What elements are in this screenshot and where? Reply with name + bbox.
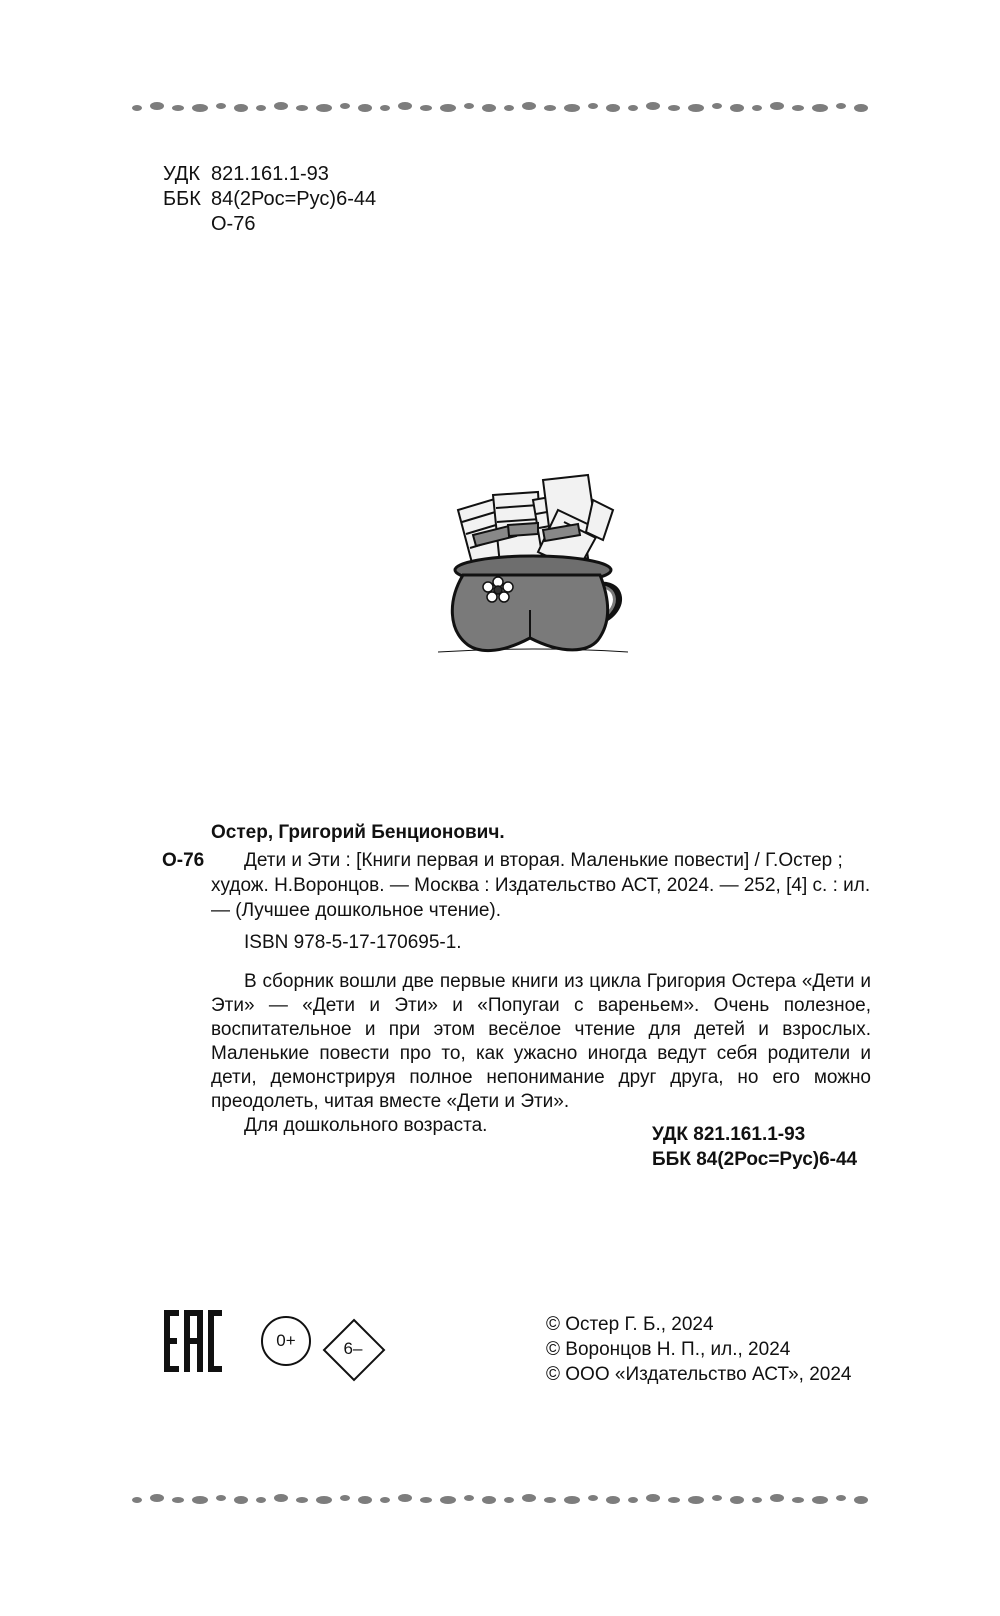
border-ornament xyxy=(688,104,704,112)
border-ornament xyxy=(854,1496,868,1504)
border-ornament xyxy=(380,1497,390,1503)
author-sign-row xyxy=(163,212,376,237)
border-ornament xyxy=(256,105,266,111)
border-ornament xyxy=(256,1497,266,1503)
pot-with-money-icon xyxy=(438,470,628,680)
bibliographic-description xyxy=(162,848,872,923)
border-ornament xyxy=(380,105,390,111)
classification-codes xyxy=(163,162,376,237)
author-sign-code: О-76 xyxy=(162,850,205,871)
border-ornament xyxy=(440,1496,456,1504)
eac-mark-icon xyxy=(164,1310,222,1372)
border-ornament xyxy=(628,105,638,111)
border-ornament xyxy=(192,1496,208,1504)
border-ornament xyxy=(606,104,620,112)
border-ornament xyxy=(792,105,804,111)
bbk-value: 84(2Рос=Рус)6-44 xyxy=(211,188,377,210)
border-ornament xyxy=(296,1497,308,1503)
border-ornament xyxy=(172,1497,184,1503)
border-ornament xyxy=(606,1496,620,1504)
border-ornament xyxy=(712,1495,722,1501)
border-ornament xyxy=(564,104,580,112)
border-ornament xyxy=(646,102,660,110)
border-ornament xyxy=(440,104,456,112)
border-ornament xyxy=(482,104,496,112)
border-ornament xyxy=(752,1497,762,1503)
udk-row xyxy=(163,162,376,187)
border-ornament xyxy=(836,1495,846,1501)
age-recommendation-badge xyxy=(322,1318,388,1384)
footer-udk: УДК 821.161.1-93 xyxy=(652,1124,806,1145)
age-recommendation-text: 6– xyxy=(343,1339,363,1358)
age-rating-text: 0+ xyxy=(276,1331,296,1350)
border-ornament xyxy=(588,103,598,109)
border-ornament xyxy=(752,105,762,111)
border-ornament xyxy=(420,105,432,111)
border-ornament xyxy=(132,105,142,111)
author-name: Остер, Григорий Бенционович. xyxy=(211,822,505,843)
border-ornament xyxy=(688,1496,704,1504)
border-ornament xyxy=(544,1497,556,1503)
age-rating-badge xyxy=(261,1316,311,1366)
border-ornament xyxy=(216,103,226,109)
border-ornament xyxy=(398,102,412,110)
udk-value: 821.161.1-93 xyxy=(211,163,329,185)
border-ornament xyxy=(274,102,288,110)
border-ornament xyxy=(504,1497,514,1503)
decorative-border-top xyxy=(128,98,868,116)
border-ornament xyxy=(464,103,474,109)
border-ornament xyxy=(770,102,784,110)
border-ornament xyxy=(544,105,556,111)
border-ornament xyxy=(668,1497,680,1503)
annotation-paragraph: В сборник вошли две первые книги из цикла Григория Остера «Дети и Эти» — «Дети и Эти» и «Попугаи с вареньем». Очень полезное, воспитательное и при этом весёлое чтение для детей и взрослых. Маленькие повести про то, как ужасно иногда ведут себя родители и дети, демонстрируя полное непонимание друг друга, но его можно преодолеть, читая вместе «Дети и Эти». xyxy=(211,971,871,1112)
border-ornament xyxy=(730,104,744,112)
border-ornament xyxy=(358,1496,372,1504)
border-ornament xyxy=(192,104,208,112)
udk-label: УДК xyxy=(163,163,201,185)
isbn: ISBN 978-5-17-170695-1. xyxy=(244,932,462,953)
border-ornament xyxy=(522,1494,536,1502)
author-sign: О-76 xyxy=(211,213,256,235)
footer-bbk: ББК 84(2Рос=Рус)6-44 xyxy=(652,1149,858,1170)
border-ornament xyxy=(464,1495,474,1501)
border-ornament xyxy=(646,1494,660,1502)
copyright-line: © Остер Г. Б., 2024 xyxy=(546,1314,714,1335)
border-ornament xyxy=(234,1496,248,1504)
border-ornament xyxy=(770,1494,784,1502)
decorative-border-bottom xyxy=(128,1490,868,1508)
border-ornament xyxy=(588,1495,598,1501)
border-ornament xyxy=(316,104,332,112)
border-ornament xyxy=(340,1495,350,1501)
border-ornament xyxy=(792,1497,804,1503)
border-ornament xyxy=(172,105,184,111)
border-ornament xyxy=(730,1496,744,1504)
border-ornament xyxy=(812,1496,828,1504)
border-ornament xyxy=(398,1494,412,1502)
border-ornament xyxy=(836,103,846,109)
bbk-row xyxy=(163,187,376,212)
border-ornament xyxy=(812,104,828,112)
border-ornament xyxy=(522,102,536,110)
border-ornament xyxy=(712,103,722,109)
border-ornament xyxy=(340,103,350,109)
copyright-line: © ООО «Издательство АСТ», 2024 xyxy=(546,1364,852,1385)
border-ornament xyxy=(150,102,164,110)
border-ornament xyxy=(482,1496,496,1504)
border-ornament xyxy=(316,1496,332,1504)
border-ornament xyxy=(132,1497,142,1503)
copyright-block xyxy=(546,1312,852,1387)
border-ornament xyxy=(296,105,308,111)
border-ornament xyxy=(628,1497,638,1503)
age-note: Для дошкольного возраста. xyxy=(244,1115,488,1136)
border-ornament xyxy=(274,1494,288,1502)
annotation xyxy=(211,970,871,1138)
border-ornament xyxy=(854,104,868,112)
border-ornament xyxy=(564,1496,580,1504)
footer-classification xyxy=(652,1122,857,1172)
bbk-label: ББК xyxy=(163,188,201,210)
border-ornament xyxy=(668,105,680,111)
border-ornament xyxy=(234,104,248,112)
border-ornament xyxy=(504,105,514,111)
description-text: Дети и Эти : [Книги первая и вторая. Маленькие повести] / Г.Остер ; худож. Н.Воронцов. — Москва : Издательство АСТ, 2024. — 252, [4] с. : ил. — (Лучшее дошкольное чтение). xyxy=(211,850,871,921)
border-ornament xyxy=(216,1495,226,1501)
border-ornament xyxy=(420,1497,432,1503)
copyright-line: © Воронцов Н. П., ил., 2024 xyxy=(546,1339,791,1360)
border-ornament xyxy=(150,1494,164,1502)
border-ornament xyxy=(358,104,372,112)
